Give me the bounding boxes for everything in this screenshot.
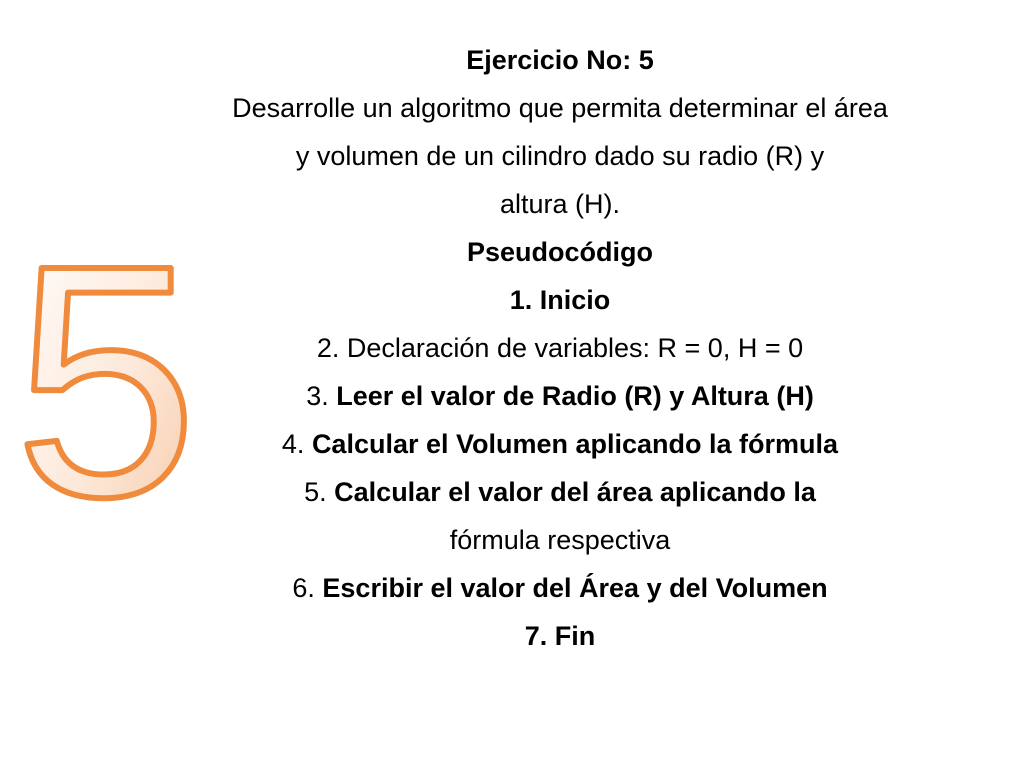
- step-5-text: Calcular el valor del área aplicando la: [334, 477, 816, 507]
- step-6-number: 6.: [292, 573, 323, 603]
- step-1-text: 1. Inicio: [509, 285, 611, 315]
- step-6: [100, 564, 1020, 612]
- step-4: [100, 420, 1020, 468]
- step-5: [100, 468, 1020, 516]
- step-3-text: Leer el valor de Radio (R) y Altura (H): [336, 381, 814, 411]
- step-7-text: 7. Fin: [524, 621, 596, 651]
- pseudocode-heading: Pseudocódigo: [466, 237, 653, 267]
- step-7: [100, 612, 1020, 660]
- step-3: [100, 372, 1020, 420]
- step-5-continuation: [100, 516, 1020, 564]
- description-line-3: altura (H).: [499, 189, 621, 219]
- description-line-2: y volumen de un cilindro dado su radio (R) y: [295, 141, 825, 171]
- step-5-number: 5.: [304, 477, 335, 507]
- step-2: [100, 324, 1020, 372]
- step-4-number: 4.: [281, 429, 312, 459]
- slide-content: [100, 36, 1020, 660]
- step-3-number: 3.: [306, 381, 337, 411]
- step-5-continuation-text: fórmula respectiva: [449, 525, 671, 555]
- step-6-text: Escribir el valor del Área y del Volumen: [322, 573, 828, 603]
- big-number-glyph: 5: [14, 196, 198, 565]
- exercise-title: Ejercicio No: 5: [466, 45, 654, 75]
- step-4-text: Calcular el Volumen aplicando la fórmula: [311, 429, 839, 459]
- step-1: [100, 276, 1020, 324]
- description-line-1: Desarrolle un algoritmo que permita determinar el área: [232, 93, 888, 123]
- step-2-text: 2. Declaración de variables: R = 0, H = 0: [316, 333, 804, 363]
